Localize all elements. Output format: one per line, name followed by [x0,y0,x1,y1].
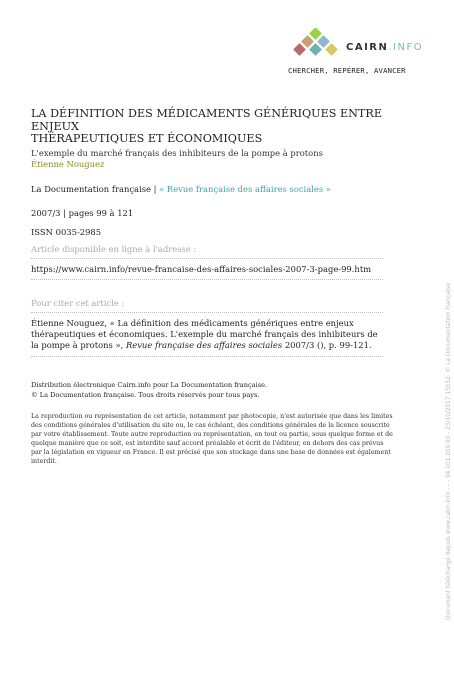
cover-content [31,108,421,360]
cairn-diamond-logo-icon [290,28,340,62]
title-line-2: THÉRAPEUTIQUES ET ÉCONOMIQUES [31,132,263,145]
online-label: Article disponible en ligne à l'adresse : [31,243,197,254]
download-side-note: Document téléchargé depuis www.cairn.info - - - 94.101.209.93 - 25/10/2017 15h52. © La Documentation française [446,283,452,620]
divider [31,356,383,357]
distribution-line-1: Distribution électronique Cairn.info pour La Documentation française. [31,381,268,389]
citation-journal: Revue française des affaires sociales [125,340,283,351]
brand-suffix: .INFO [388,42,424,53]
article-author[interactable]: Étienne Nouguez [31,158,105,169]
distribution-line-2: © La Documentation française. Tous droits réservés pour tous pays. [31,390,260,399]
cairn-wordmark [346,42,423,53]
citation-text [31,318,383,352]
separator: | [150,183,160,194]
cairn-logo[interactable] [288,28,428,80]
article-title [31,108,421,146]
journal-link[interactable]: « Revue française des affaires sociales » [159,183,331,194]
divider [31,258,383,259]
publisher: La Documentation française [31,183,151,194]
cite-label: Pour citer cet article : [31,297,125,308]
divider [31,312,383,313]
legal-notice: La reproduction ou représentation de cet article, notamment par photocopie, n'est autorisée que dans les limites des conditions générales d'utilisation du site ou, le cas échéant, des conditions générales de la licence souscrite par votre établissement. Toute autre reproduction ou représentation, en tout ou partie, sous quelque forme et de quelque manière que ce soit, est interdite sauf accord préalable et écrit de l'éditeur, en dehors des cas prévus par la législation en vigueur en France. Il est précisé que son stockage dans une base de données est également interdit. [31,413,393,465]
brand-name: CAIRN [346,42,389,53]
distribution-notice [31,381,421,400]
publication-line [31,184,421,195]
issn: ISSN 0035-2985 [31,226,102,237]
divider [31,279,383,280]
citation-part-2: 2007/3 (), p. 99-121. [282,340,372,351]
citation-part-1: Étienne Nouguez, « La définition des médicaments génériques entre enjeux thérapeutiques et économiques. L'exemple du marché français des inhibiteurs de la pompe à protons », [31,317,378,351]
article-url[interactable]: https://www.cairn.info/revue-francaise-des-affaires-sociales-2007-3-page-99.htm [31,263,372,274]
issue-pages: 2007/3 | pages 99 à 121 [31,207,134,218]
article-subtitle: L'exemple du marché français des inhibiteurs de la pompe à protons [31,147,323,158]
logo-tagline: CHERCHER, REPÉRER, AVANCER [288,66,406,75]
title-line-1: LA DÉFINITION DES MÉDICAMENTS GÉNÉRIQUES ENTRE ENJEUX [31,107,382,133]
